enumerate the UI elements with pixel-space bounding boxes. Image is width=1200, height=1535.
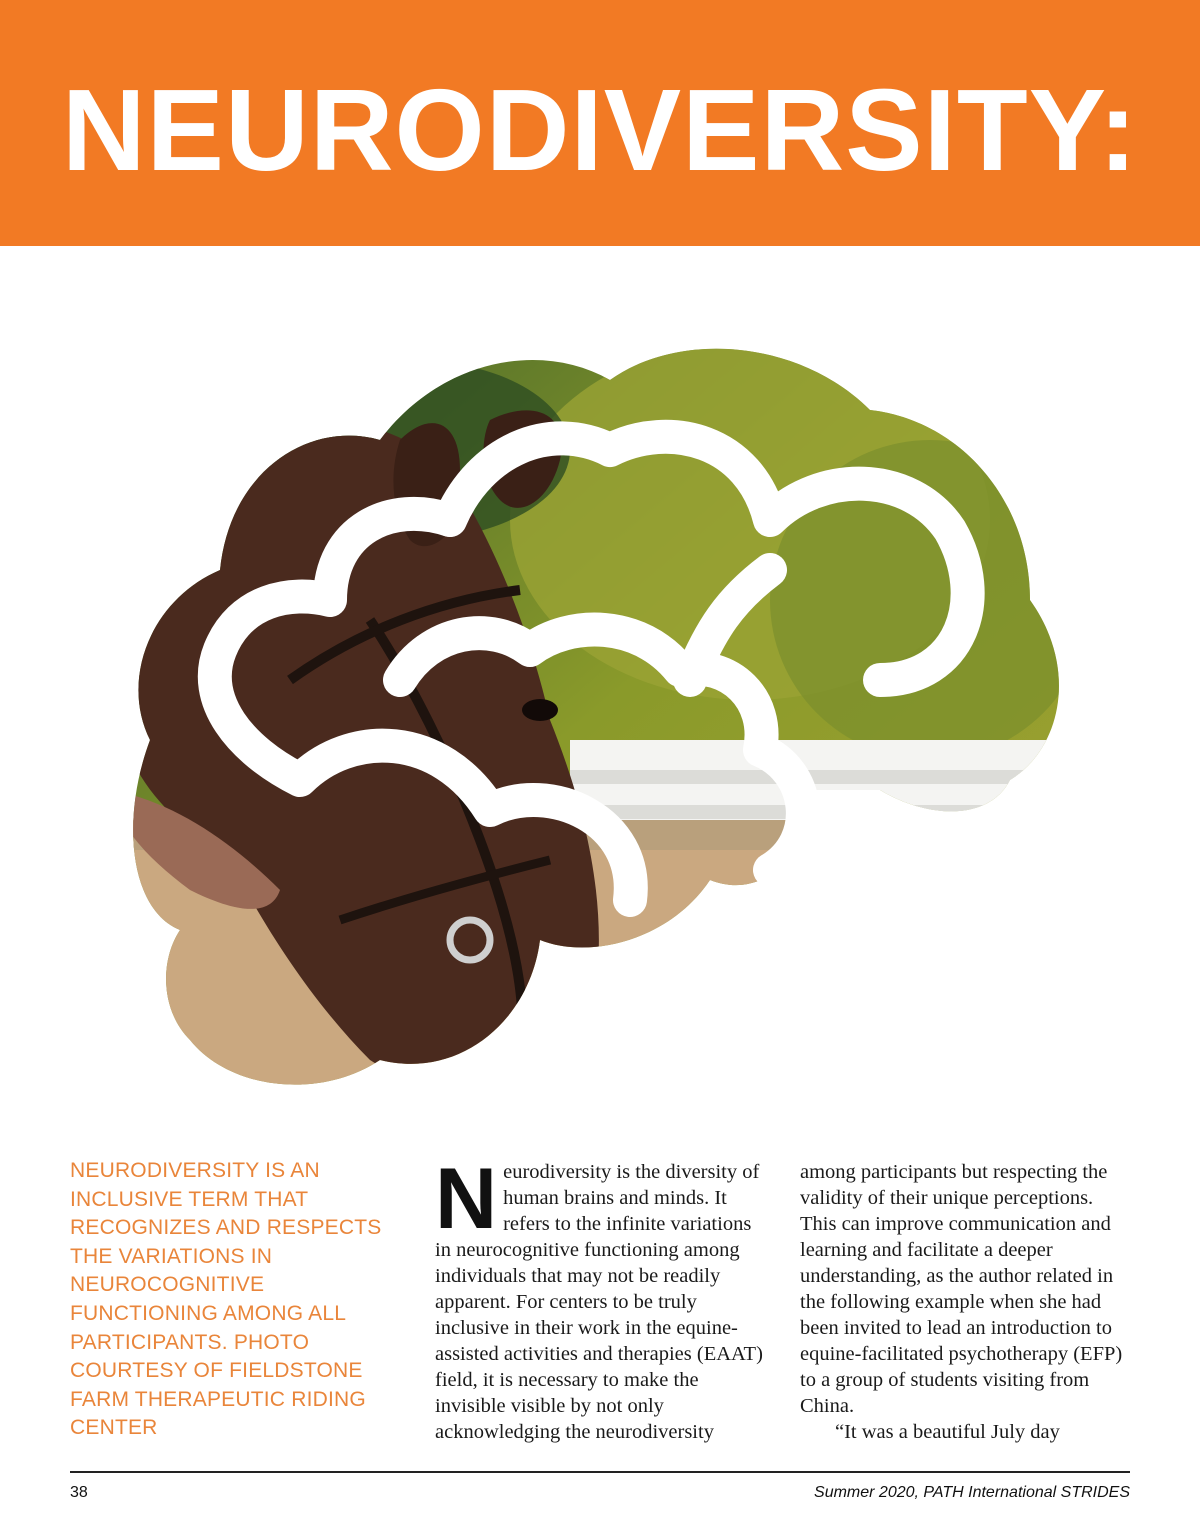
- photo-caption: NEURODIVERSITY IS AN INCLUSIVE TERM THAT RECOGNIZES AND RESPECTS THE VARIATIONS IN NEUROCOGNITIVE FUNCTIONING AMONG ALL PARTICIPANTS. PHOTO COURTESY OF FIELDSTONE FARM THERAPEUTIC RIDING CENTER: [70, 1159, 382, 1440]
- article-column-1-text: eurodiversity is the diversity of human brains and minds. It refers to the infinite variations in neurocognitive functioning among individuals that may not be readily apparent. For centers to be truly inclusive in their work in the equine-assisted activities and therapies (EAAT) field, it is necessary to make the invisible visible by not only acknowledging the neurodiversity: [435, 1161, 763, 1443]
- article-column-1: [435, 1151, 765, 1445]
- article-column-2: [800, 1159, 1130, 1445]
- page-title: NEURODIVERSITY:: [61, 65, 1139, 195]
- brain-shaped-photo-of-horse: [110, 300, 1090, 1120]
- page-number: 38: [70, 1484, 88, 1501]
- article-column-2-text: among participants but respecting the validity of their unique perceptions. This can improve communication and learning and facilitate a deeper understanding, as the author related in the following example when she had been invited to lead an introduction to equine-facilitated psychotherapy (EFP) to a group of students visiting from China.: [800, 1161, 1123, 1417]
- publication-credit: Summer 2020, PATH International STRIDES: [814, 1484, 1130, 1501]
- article-quote-start: “It was a beautiful July day: [835, 1421, 1060, 1443]
- footer-rule: [70, 1471, 1130, 1473]
- drop-cap: N: [435, 1151, 498, 1247]
